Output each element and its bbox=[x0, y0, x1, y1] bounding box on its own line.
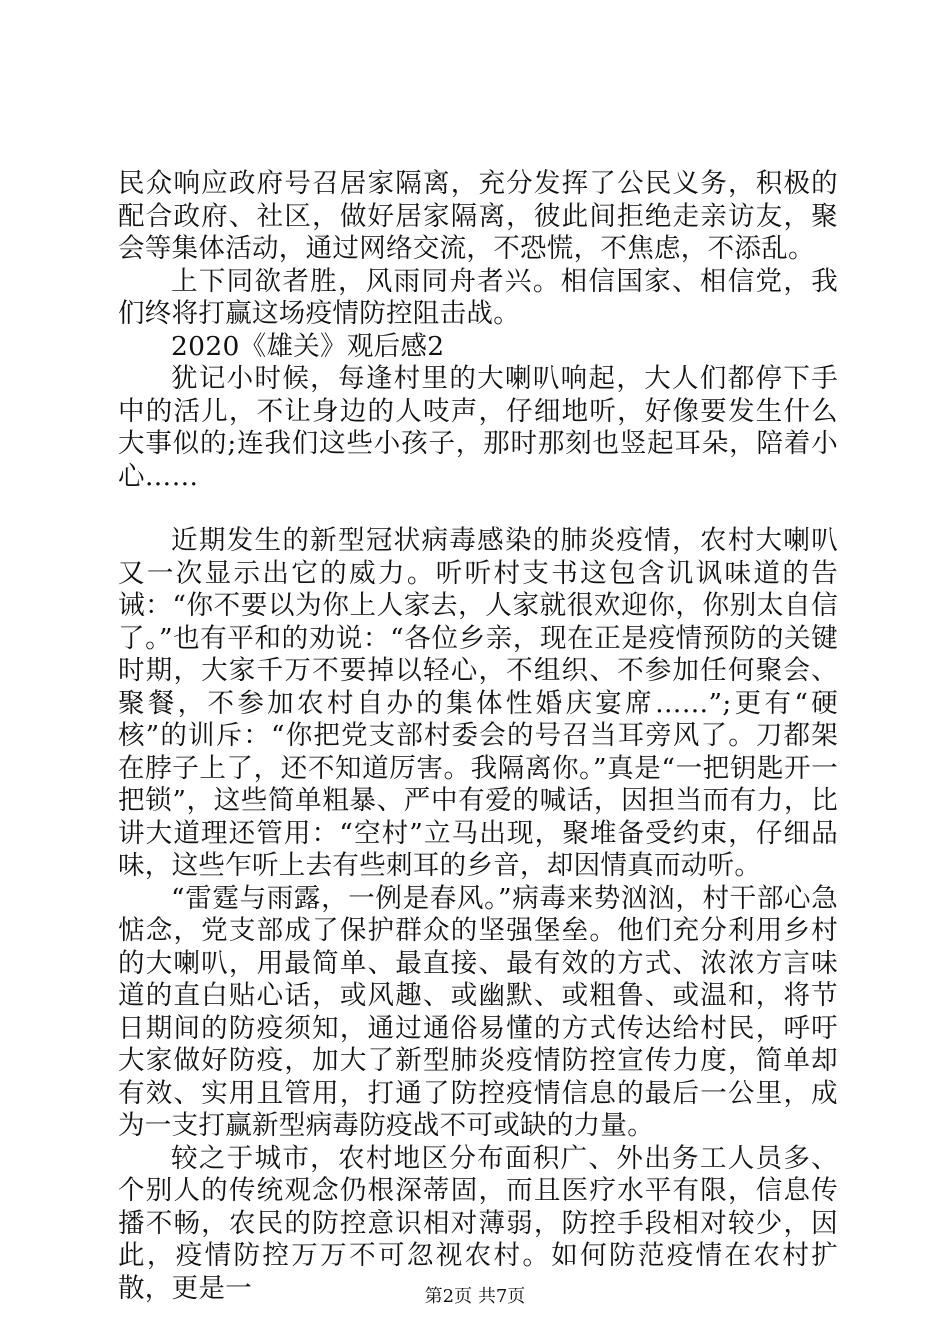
paragraph: “雷霆与雨露，一例是春风。”病毒来势汹汹，村干部心急惦念，党支部成了保护群众的坚强堡垒。他们充分利用乡村的大喇叭，用最简单、最直接、最有效的方式、浓浓方言味道的直白贴心话，或风趣、或幽默、或粗鲁、或温和，将节日期间的防疫须知，通过通俗易懂的方式传达给村民，呼吁大家做好防疫，加大了新型肺炎疫情防控宣传力度，简单却有效、实用且管用，打通了防控疫情信息的最后一公里，成为一支打赢新型病毒防疫战不可或缺的力量。 bbox=[118, 882, 838, 1141]
page-footer: 第2页 共7页 bbox=[424, 1286, 526, 1307]
paragraph: 较之于城市，农村地区分布面积广、外出务工人员多、个别人的传统观念仍根深蒂固，而且医疗水平有限，信息传播不畅，农民的防控意识相对薄弱，防控手段相对较少，因此，疫情防控万万不可忽视农村。如何防范疫情在农村扩散，更是一 bbox=[118, 1142, 838, 1304]
section-heading: 2020《雄关》观后感2 bbox=[171, 330, 445, 362]
paragraph-continuation: 民众响应政府号召居家隔离，充分发挥了公民义务，积极的配合政府、社区，做好居家隔离，彼此间拒绝走亲访友，聚会等集体活动，通过网络交流，不恐慌，不焦虑，不添乱。 bbox=[118, 168, 838, 264]
paragraph: 上下同欲者胜，风雨同舟者兴。相信国家、相信党，我们终将打赢这场疫情防控阻击战。 bbox=[118, 265, 838, 329]
document-body bbox=[118, 168, 838, 1305]
paragraph: 犹记小时候，每逢村里的大喇叭响起，大人们都停下手中的活儿，不让身边的人吱声，仔细地听，好像要发生什么大事似的;连我们这些小孩子，那时那刻也竖起耳朵，陪着小心…… bbox=[118, 363, 838, 492]
paragraph: 近期发生的新型冠状病毒感染的肺炎疫情，农村大喇叭又一次显示出它的威力。听听村支书这包含讥讽味道的告诫：“你不要以为你上人家去，人家就很欢迎你，你别太自信了。”也有平和的劝说：“各位乡亲，现在正是疫情预防的关键时期，大家千万不要掉以轻心，不组织、不参加任何聚会、聚餐，不参加农村自办的集体性婚庆宴席……”;更有“硬核”的训斥：“你把党支部村委会的号召当耳旁风了。刀都架在脖子上了，还不知道厉害。我隔离你。”真是“一把钥匙开一把锁”，这些简单粗暴、严中有爱的喊话，因担当而有力，比讲大道理还管用：“空村”立马出现，聚堆备受约束，仔细品味，这些乍听上去有些刺耳的乡音，却因情真而动听。 bbox=[118, 525, 838, 881]
paragraph-gap bbox=[118, 493, 838, 525]
